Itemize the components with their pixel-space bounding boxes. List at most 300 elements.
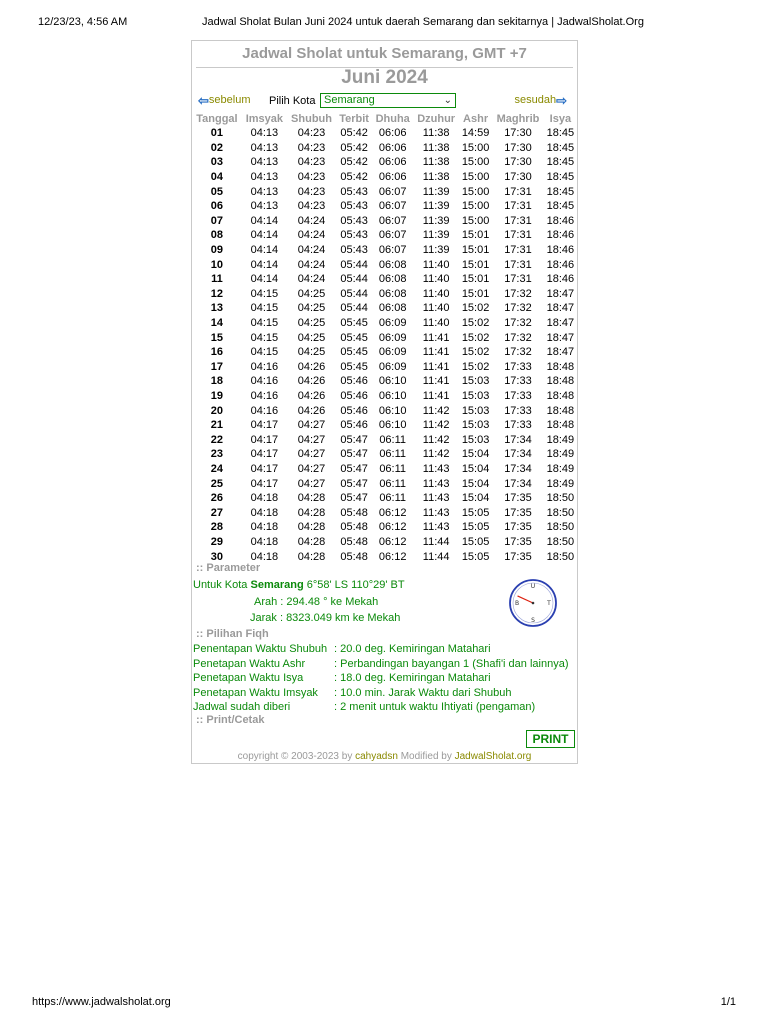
time-cell: 17:31	[504, 273, 532, 286]
date-cell: 20	[210, 404, 224, 417]
time-cell: 15:04	[461, 492, 490, 505]
column-header: Imsyak	[245, 112, 283, 125]
time-cell: 04:13	[250, 141, 279, 154]
time-cell: 05:47	[340, 448, 368, 461]
time-cell: 05:47	[340, 462, 368, 475]
table-row	[192, 214, 577, 229]
time-cell: 18:50	[546, 506, 575, 519]
date-cell: 17	[210, 360, 224, 373]
time-cell: 11:43	[422, 477, 450, 490]
time-cell: 04:13	[250, 185, 279, 198]
time-cell: 17:35	[504, 506, 532, 519]
time-cell: 11:39	[422, 200, 450, 213]
time-cell: 17:33	[504, 375, 532, 388]
time-cell: 05:45	[340, 346, 368, 359]
time-cell: 11:39	[422, 229, 450, 242]
column-header: Tanggal	[196, 112, 238, 125]
time-cell: 15:01	[461, 244, 490, 257]
time-cell: 06:06	[378, 141, 407, 154]
time-cell: 15:03	[461, 419, 490, 432]
time-cell: 11:43	[422, 462, 450, 475]
time-cell: 15:05	[461, 506, 490, 519]
table-row	[192, 345, 577, 360]
time-cell: 18:48	[546, 375, 575, 388]
time-cell: 17:30	[504, 141, 532, 154]
time-cell: 06:06	[378, 156, 407, 169]
time-cell: 18:46	[546, 229, 575, 242]
time-cell: 17:30	[504, 171, 532, 184]
time-cell: 05:47	[340, 492, 368, 505]
time-cell: 04:25	[297, 346, 326, 359]
time-cell: 04:26	[297, 389, 326, 402]
time-cell: 06:11	[379, 433, 407, 446]
table-body	[192, 126, 577, 564]
time-cell: 06:08	[378, 287, 407, 300]
time-cell: 17:35	[504, 550, 532, 563]
date-cell: 24	[210, 462, 224, 475]
time-cell: 11:41	[422, 331, 450, 344]
time-cell: 18:49	[546, 462, 575, 475]
time-cell: 18:50	[546, 550, 575, 563]
time-cell: 18:46	[546, 258, 575, 271]
time-cell: 15:00	[461, 200, 490, 213]
previous-month-label: sebelum	[208, 94, 251, 106]
time-cell: 04:28	[297, 535, 326, 548]
table-row	[192, 418, 577, 433]
page-title: Jadwal Sholat untuk Semarang, GMT +7	[242, 45, 527, 62]
table-row	[192, 403, 577, 418]
time-cell: 11:40	[422, 302, 450, 315]
time-cell: 17:32	[504, 287, 532, 300]
time-cell: 06:09	[378, 360, 407, 373]
time-cell: 15:00	[461, 171, 490, 184]
fiqh-value: : Perbandingan bayangan 1 (Shafi'i dan lainnya)	[334, 657, 569, 670]
time-cell: 17:30	[504, 127, 532, 140]
date-cell: 19	[210, 389, 224, 402]
time-cell: 05:48	[340, 535, 368, 548]
time-cell: 15:02	[461, 302, 490, 315]
time-cell: 11:41	[422, 375, 450, 388]
compass-south-label: S	[531, 617, 535, 624]
date-cell: 02	[210, 141, 224, 154]
time-cell: 18:47	[546, 287, 575, 300]
time-cell: 11:38	[422, 171, 450, 184]
time-cell: 06:12	[378, 521, 407, 534]
column-header: Isya	[549, 112, 572, 125]
time-cell: 05:44	[340, 302, 368, 315]
time-cell: 04:16	[250, 360, 279, 373]
time-cell: 04:24	[297, 273, 326, 286]
table-row	[192, 287, 577, 302]
table-row	[192, 505, 577, 520]
date-cell: 25	[210, 477, 224, 490]
date-cell: 30	[210, 550, 224, 563]
fiqh-value: : 10.0 min. Jarak Waktu dari Shubuh	[334, 686, 512, 699]
time-cell: 06:12	[378, 506, 407, 519]
mecca-distance: Jarak : 8323.049 km ke Mekah	[250, 612, 401, 624]
time-cell: 15:00	[461, 156, 490, 169]
time-cell: 04:15	[250, 317, 279, 330]
compass-icon	[508, 578, 558, 628]
next-month-link[interactable]	[515, 94, 568, 106]
time-cell: 06:11	[379, 477, 407, 490]
time-cell: 15:02	[461, 360, 490, 373]
time-cell: 04:16	[250, 389, 279, 402]
time-cell: 18:45	[546, 185, 575, 198]
print-button[interactable]: PRINT	[526, 730, 575, 748]
time-cell: 18:45	[546, 127, 575, 140]
time-cell: 18:48	[546, 404, 575, 417]
time-cell: 04:25	[297, 331, 326, 344]
time-cell: 17:31	[504, 185, 532, 198]
date-cell: 07	[210, 214, 224, 227]
time-cell: 15:04	[461, 448, 490, 461]
table-row	[192, 476, 577, 491]
time-cell: 18:45	[546, 141, 575, 154]
time-cell: 04:27	[297, 419, 326, 432]
time-cell: 05:42	[340, 156, 368, 169]
time-cell: 06:09	[378, 331, 407, 344]
time-cell: 04:24	[297, 244, 326, 257]
date-cell: 08	[210, 229, 224, 242]
time-cell: 04:18	[250, 521, 279, 534]
time-cell: 04:25	[297, 302, 326, 315]
table-row	[192, 374, 577, 389]
time-cell: 18:45	[546, 171, 575, 184]
copyright-mid: Modified by	[400, 751, 452, 762]
time-cell: 17:33	[504, 419, 532, 432]
time-cell: 14:59	[461, 127, 490, 140]
time-cell: 06:11	[379, 492, 407, 505]
time-cell: 11:42	[422, 448, 450, 461]
fiqh-label: Penetapan Waktu Isya	[193, 672, 304, 684]
time-cell: 04:14	[250, 229, 279, 242]
time-cell: 18:47	[546, 317, 575, 330]
time-cell: 04:17	[250, 462, 279, 475]
time-cell: 15:03	[461, 375, 490, 388]
date-cell: 22	[210, 433, 224, 446]
time-cell: 06:07	[378, 214, 407, 227]
time-cell: 17:31	[504, 229, 532, 242]
time-cell: 04:16	[250, 404, 279, 417]
time-cell: 05:48	[340, 506, 368, 519]
fiqh-label: Penetapan Waktu Ashr	[193, 657, 306, 670]
time-cell: 06:10	[378, 375, 407, 388]
table-row	[192, 155, 577, 170]
time-cell: 04:14	[250, 258, 279, 271]
time-cell: 06:11	[379, 448, 407, 461]
time-cell: 17:30	[504, 156, 532, 169]
time-cell: 18:47	[546, 331, 575, 344]
column-header: Dzuhur	[417, 112, 456, 125]
table-row	[192, 272, 577, 287]
time-cell: 18:47	[546, 346, 575, 359]
table-row	[192, 462, 577, 477]
time-cell: 04:13	[250, 156, 279, 169]
date-cell: 27	[210, 506, 224, 519]
table-row	[192, 330, 577, 345]
time-cell: 15:04	[461, 477, 490, 490]
fiqh-label: Jadwal sudah diberi	[193, 701, 291, 713]
time-cell: 11:38	[422, 156, 450, 169]
time-cell: 18:48	[546, 419, 575, 432]
time-cell: 04:17	[250, 419, 279, 432]
time-cell: 04:13	[250, 200, 279, 213]
time-cell: 18:46	[546, 244, 575, 257]
time-cell: 04:28	[297, 550, 326, 563]
date-cell: 01	[210, 127, 224, 140]
fiqh-label: Penentapan Waktu Shubuh	[193, 643, 328, 655]
time-cell: 04:13	[250, 127, 279, 140]
time-cell: 05:47	[340, 477, 368, 490]
table-row	[192, 126, 577, 141]
time-cell: 11:43	[422, 521, 450, 534]
time-cell: 04:26	[297, 404, 326, 417]
city-label: Pilih Kota	[269, 95, 316, 107]
city-prefix: Untuk Kota	[193, 579, 248, 591]
time-cell: 11:42	[422, 404, 450, 417]
time-cell: 04:14	[250, 214, 279, 227]
time-cell: 11:40	[422, 287, 450, 300]
time-cell: 04:26	[297, 375, 326, 388]
date-cell: 03	[210, 156, 224, 169]
print-date: 12/23/23, 4:56 AM	[38, 16, 128, 28]
time-cell: 11:41	[422, 389, 450, 402]
table-row	[192, 389, 577, 404]
time-cell: 04:15	[250, 287, 279, 300]
time-cell: 15:02	[461, 346, 490, 359]
date-cell: 12	[210, 287, 224, 300]
time-cell: 06:08	[378, 273, 407, 286]
time-cell: 05:46	[340, 419, 368, 432]
date-cell: 14	[210, 317, 224, 330]
time-cell: 17:34	[504, 477, 532, 490]
date-cell: 11	[211, 273, 223, 286]
time-cell: 15:01	[461, 273, 490, 286]
date-cell: 10	[210, 258, 224, 271]
time-cell: 15:01	[461, 229, 490, 242]
time-cell: 11:39	[422, 244, 450, 257]
table-row	[192, 447, 577, 462]
time-cell: 18:46	[546, 273, 575, 286]
table-row	[192, 491, 577, 506]
time-cell: 15:02	[461, 317, 490, 330]
time-cell: 05:43	[340, 185, 368, 198]
parameter-heading: :: Parameter	[196, 562, 261, 574]
time-cell: 17:35	[504, 521, 532, 534]
time-cell: 05:42	[340, 127, 368, 140]
date-cell: 29	[210, 535, 224, 548]
fiqh-label: Penetapan Waktu Imsyak	[193, 686, 318, 699]
time-cell: 06:12	[378, 535, 407, 548]
fiqh-value: : 2 menit untuk waktu Ihtiyati (pengaman)	[334, 701, 536, 713]
site-link[interactable]: JadwalSholat.org	[454, 751, 532, 762]
time-cell: 17:33	[504, 404, 532, 417]
table-row	[192, 432, 577, 447]
time-cell: 11:42	[422, 419, 450, 432]
time-cell: 04:23	[297, 141, 326, 154]
time-cell: 04:28	[297, 521, 326, 534]
time-cell: 04:24	[297, 258, 326, 271]
time-cell: 11:39	[422, 185, 450, 198]
time-cell: 04:28	[297, 492, 326, 505]
time-cell: 05:46	[340, 389, 368, 402]
time-cell: 17:31	[504, 258, 532, 271]
city-name: Semarang	[250, 579, 304, 591]
time-cell: 04:14	[250, 273, 279, 286]
time-cell: 05:43	[340, 244, 368, 257]
time-cell: 04:17	[250, 477, 279, 490]
city-selected-value: Semarang	[324, 94, 375, 106]
table-row	[192, 228, 577, 243]
time-cell: 05:43	[340, 214, 368, 227]
time-cell: 04:18	[250, 492, 279, 505]
time-cell: 06:06	[378, 171, 407, 184]
date-cell: 09	[210, 244, 224, 257]
time-cell: 04:27	[297, 433, 326, 446]
date-cell: 15	[210, 331, 224, 344]
date-cell: 04	[210, 171, 224, 184]
date-cell: 13	[210, 302, 224, 315]
date-cell: 28	[210, 521, 224, 534]
date-cell: 16	[210, 346, 224, 359]
navigation-bar	[196, 93, 573, 111]
time-cell: 15:05	[461, 521, 490, 534]
time-cell: 04:28	[297, 506, 326, 519]
time-cell: 18:48	[546, 360, 575, 373]
table-row	[192, 535, 577, 550]
time-cell: 17:35	[504, 492, 532, 505]
time-cell: 05:48	[340, 521, 368, 534]
table-row	[192, 170, 577, 185]
date-cell: 26	[210, 492, 224, 505]
time-cell: 04:23	[297, 156, 326, 169]
time-cell: 05:46	[340, 404, 368, 417]
time-cell: 17:33	[504, 360, 532, 373]
fiqh-heading: :: Pilihan Fiqh	[196, 628, 269, 640]
time-cell: 18:45	[546, 200, 575, 213]
time-cell: 06:06	[378, 127, 407, 140]
time-cell: 04:23	[297, 185, 326, 198]
time-cell: 04:18	[250, 506, 279, 519]
arrow-left-icon: ⇦	[198, 92, 209, 108]
table-row	[192, 243, 577, 258]
time-cell: 17:35	[504, 535, 532, 548]
time-cell: 04:23	[297, 200, 326, 213]
arrow-right-icon: ⇨	[556, 92, 567, 108]
city-select[interactable]	[320, 93, 456, 108]
time-cell: 15:02	[461, 331, 490, 344]
copyright-line	[192, 751, 577, 762]
previous-month-link[interactable]	[198, 94, 250, 106]
time-cell: 11:40	[422, 258, 450, 271]
time-cell: 05:45	[340, 360, 368, 373]
time-cell: 06:09	[378, 317, 407, 330]
time-cell: 06:07	[378, 229, 407, 242]
time-cell: 05:47	[340, 433, 368, 446]
time-cell: 05:45	[340, 331, 368, 344]
time-cell: 18:49	[546, 477, 575, 490]
time-cell: 18:48	[546, 389, 575, 402]
table-row	[192, 360, 577, 375]
fiqh-value: : 18.0 deg. Kemiringan Matahari	[334, 672, 491, 684]
date-cell: 05	[210, 185, 224, 198]
time-cell: 15:05	[461, 535, 490, 548]
time-cell: 17:32	[504, 302, 532, 315]
time-cell: 11:43	[422, 506, 450, 519]
time-cell: 05:43	[340, 229, 368, 242]
time-cell: 05:45	[340, 317, 368, 330]
time-cell: 04:17	[250, 433, 279, 446]
time-cell: 17:31	[504, 200, 532, 213]
time-cell: 11:41	[422, 360, 450, 373]
author-link[interactable]: cahyadsn	[355, 751, 398, 762]
time-cell: 15:03	[461, 389, 490, 402]
column-header: Maghrib	[496, 112, 540, 125]
time-cell: 18:46	[546, 214, 575, 227]
table-row	[192, 257, 577, 272]
time-cell: 11:43	[422, 492, 450, 505]
time-cell: 04:13	[250, 171, 279, 184]
time-cell: 05:42	[340, 171, 368, 184]
time-cell: 17:34	[504, 462, 532, 475]
time-cell: 05:44	[340, 287, 368, 300]
time-cell: 04:15	[250, 331, 279, 344]
print-title: Jadwal Sholat Bulan Juni 2024 untuk daerah Semarang dan sekitarnya | JadwalSholat.Org	[202, 16, 644, 28]
table-row	[192, 520, 577, 535]
copyright-prefix: copyright © 2003-2023 by	[237, 751, 353, 762]
time-cell: 15:00	[461, 185, 490, 198]
time-cell: 06:07	[378, 200, 407, 213]
time-cell: 06:08	[378, 258, 407, 271]
time-cell: 05:44	[340, 258, 368, 271]
time-cell: 11:41	[422, 346, 450, 359]
column-header: Terbit	[339, 112, 369, 125]
time-cell: 04:26	[297, 360, 326, 373]
time-cell: 11:39	[422, 214, 450, 227]
column-header: Shubuh	[291, 112, 332, 125]
time-cell: 05:42	[340, 141, 368, 154]
time-cell: 05:43	[340, 200, 368, 213]
table-row	[192, 141, 577, 156]
time-cell: 06:08	[378, 302, 407, 315]
time-cell: 11:44	[422, 535, 450, 548]
time-cell: 06:07	[378, 185, 407, 198]
month-title: Juni 2024	[341, 67, 428, 88]
date-cell: 06	[210, 200, 224, 213]
time-cell: 11:40	[422, 273, 450, 286]
time-cell: 04:14	[250, 244, 279, 257]
time-cell: 11:42	[422, 433, 450, 446]
time-cell: 17:32	[504, 331, 532, 344]
time-cell: 17:33	[504, 389, 532, 402]
time-cell: 18:47	[546, 302, 575, 315]
next-month-label: sesudah	[514, 94, 557, 106]
time-cell: 15:04	[461, 462, 490, 475]
time-cell: 04:18	[250, 550, 279, 563]
print-url: https://www.jadwalsholat.org	[32, 996, 171, 1008]
time-cell: 04:17	[250, 448, 279, 461]
time-cell: 04:16	[250, 375, 279, 388]
prayer-schedule-panel	[191, 40, 578, 764]
chevron-down-icon: ⌄	[443, 95, 452, 106]
time-cell: 06:09	[378, 346, 407, 359]
fiqh-value: : 20.0 deg. Kemiringan Matahari	[334, 643, 491, 655]
time-cell: 15:01	[461, 258, 490, 271]
compass-north-label: U	[530, 583, 536, 590]
qibla-direction: Arah : 294.48 ° ke Mekah	[254, 596, 379, 608]
time-cell: 11:44	[422, 550, 450, 563]
